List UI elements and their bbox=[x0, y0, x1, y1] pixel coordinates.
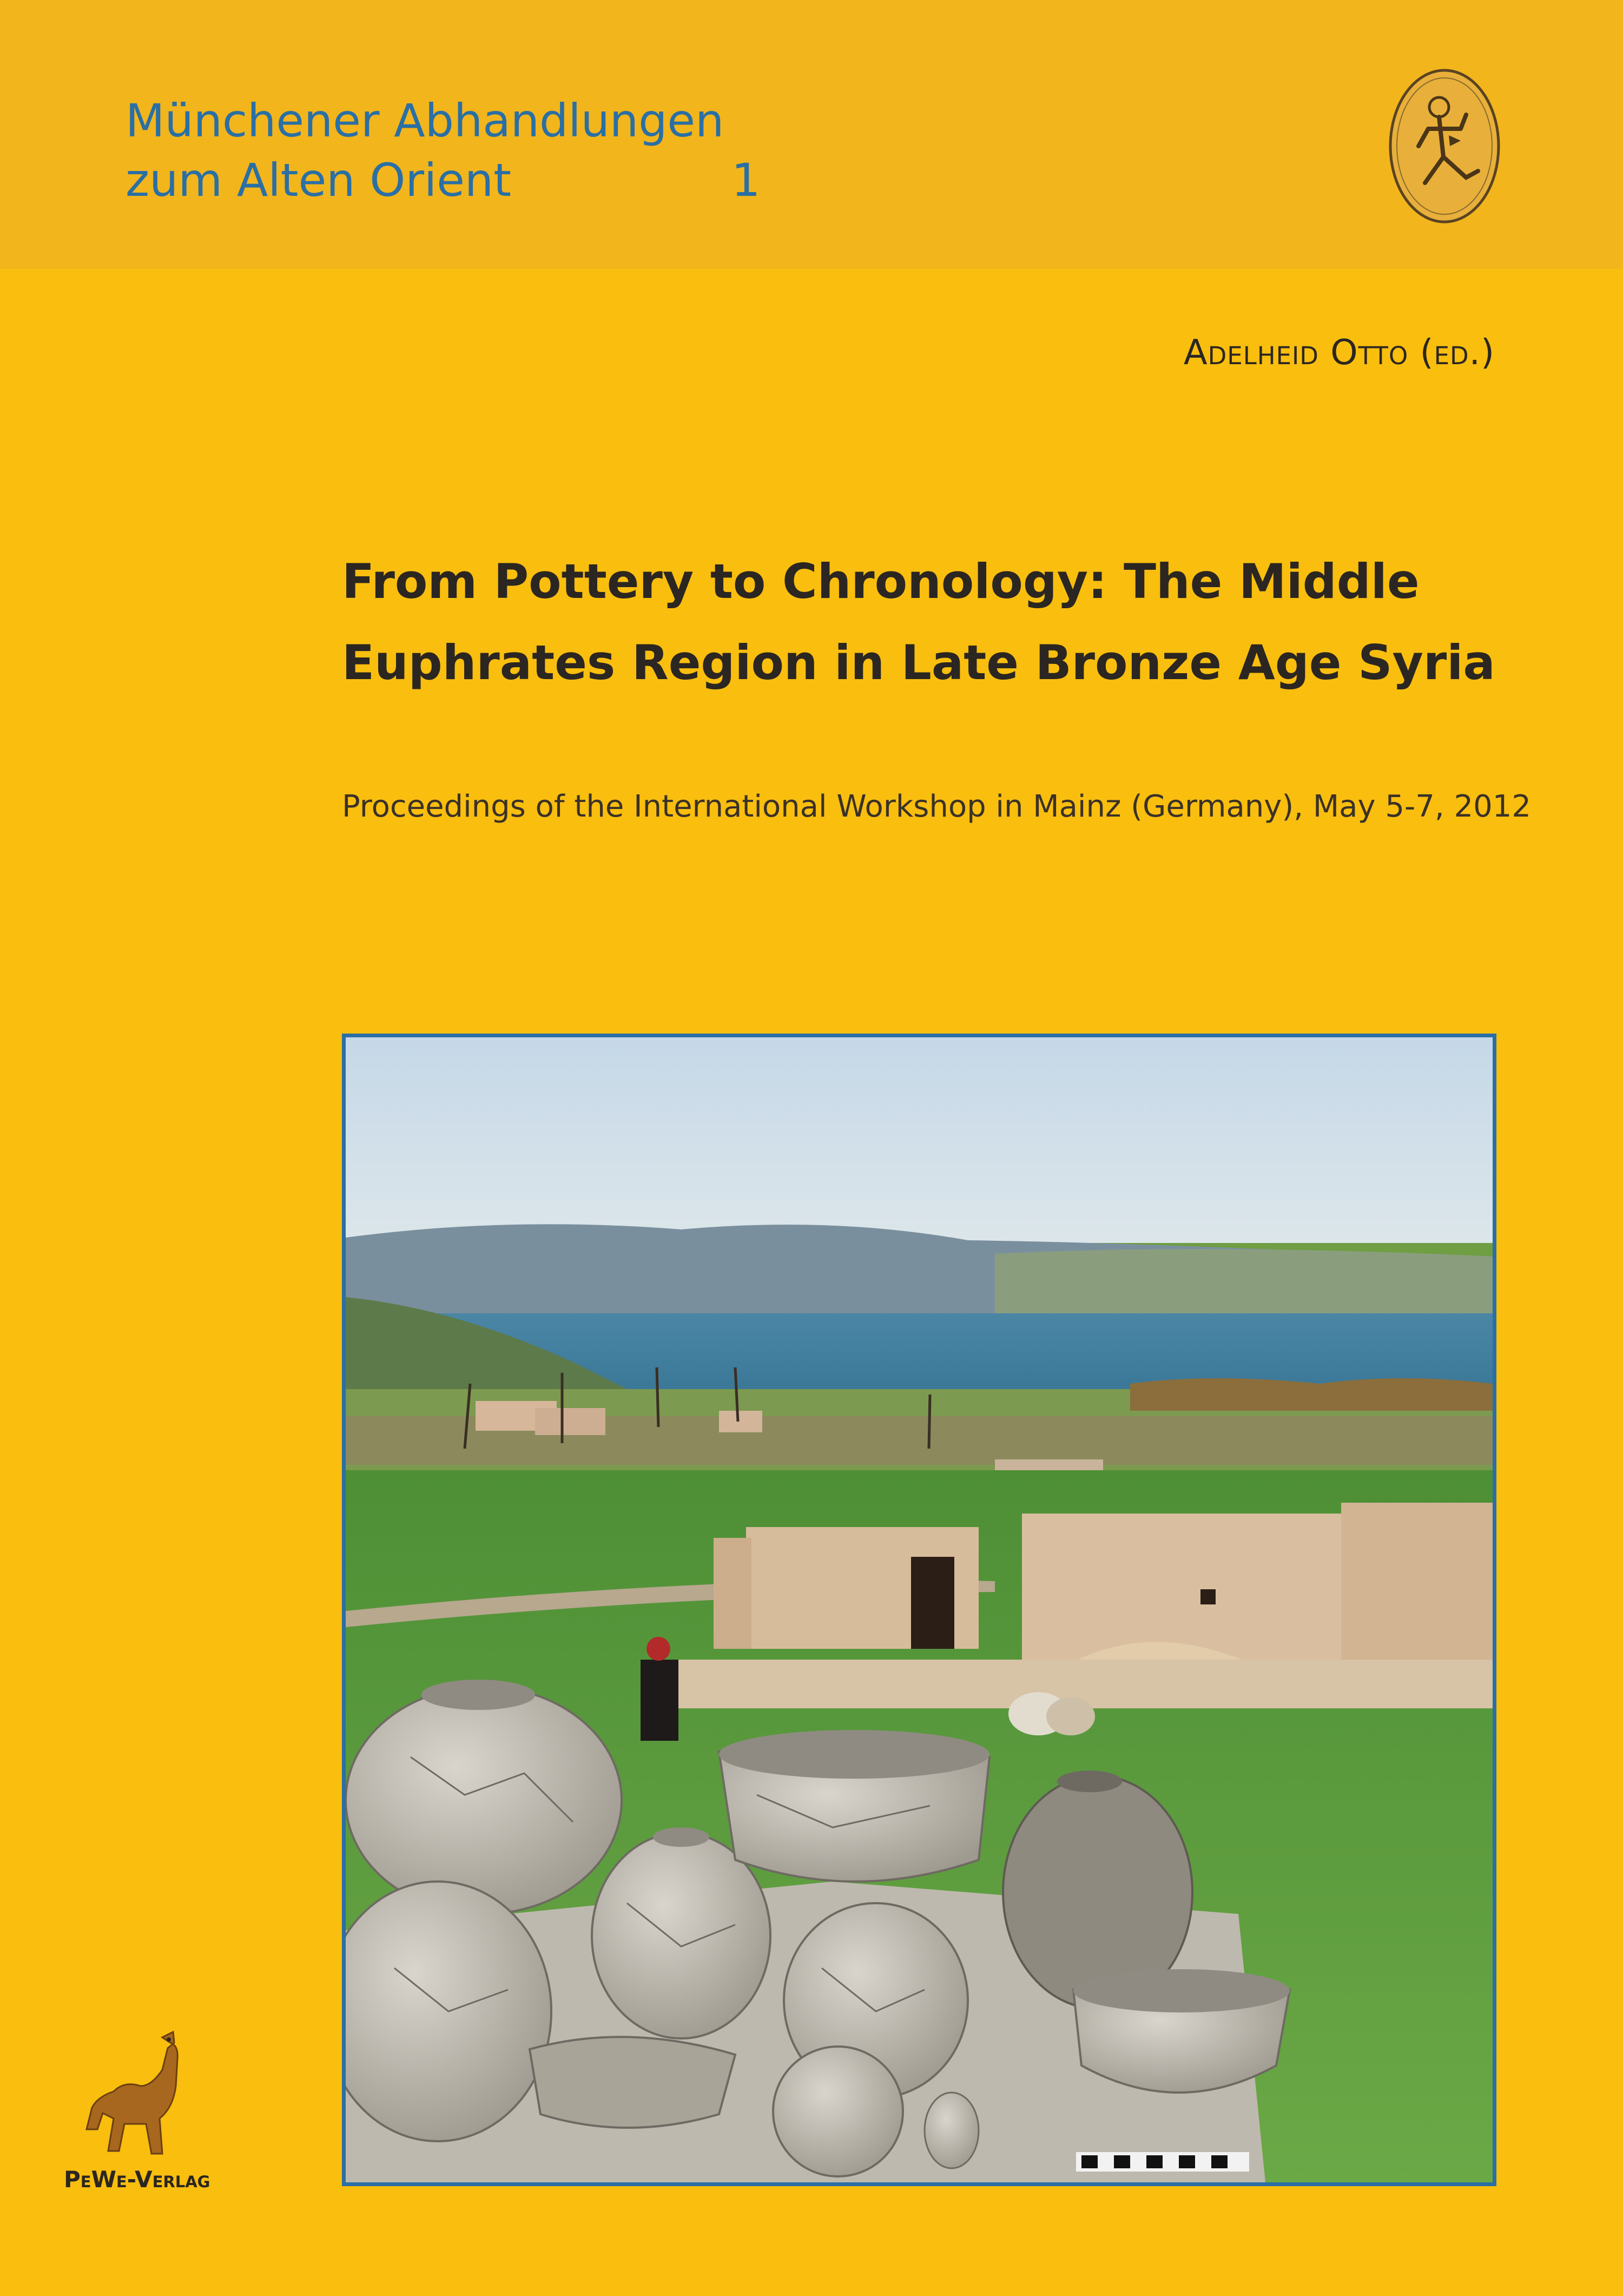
publisher-name: PeWe-Verlag bbox=[64, 2166, 210, 2193]
book-title-line-1: From Pottery to Chronology: The Middle bbox=[342, 554, 1420, 609]
series-volume-number: 1 bbox=[731, 154, 761, 207]
series-title-line-1: Münchener Abhandlungen bbox=[126, 94, 724, 147]
series-title-line-2: zum Alten Orient bbox=[126, 154, 512, 207]
editor-name: Adelheid Otto (ed.) bbox=[1183, 333, 1495, 373]
book-title bbox=[342, 541, 1495, 703]
book-title-line-2: Euphrates Region in Late Bronze Age Syria bbox=[342, 635, 1495, 690]
excavation-pottery-photo bbox=[346, 1037, 1493, 2182]
book-subtitle: Proceedings of the International Workshop in Mainz (Germany), May 5-7, 2012 bbox=[342, 789, 1531, 824]
cover-photo bbox=[342, 1034, 1496, 2186]
series-title bbox=[126, 91, 764, 210]
camel-logo-icon bbox=[81, 2027, 206, 2167]
cylinder-seal-figure-icon bbox=[1385, 65, 1504, 227]
